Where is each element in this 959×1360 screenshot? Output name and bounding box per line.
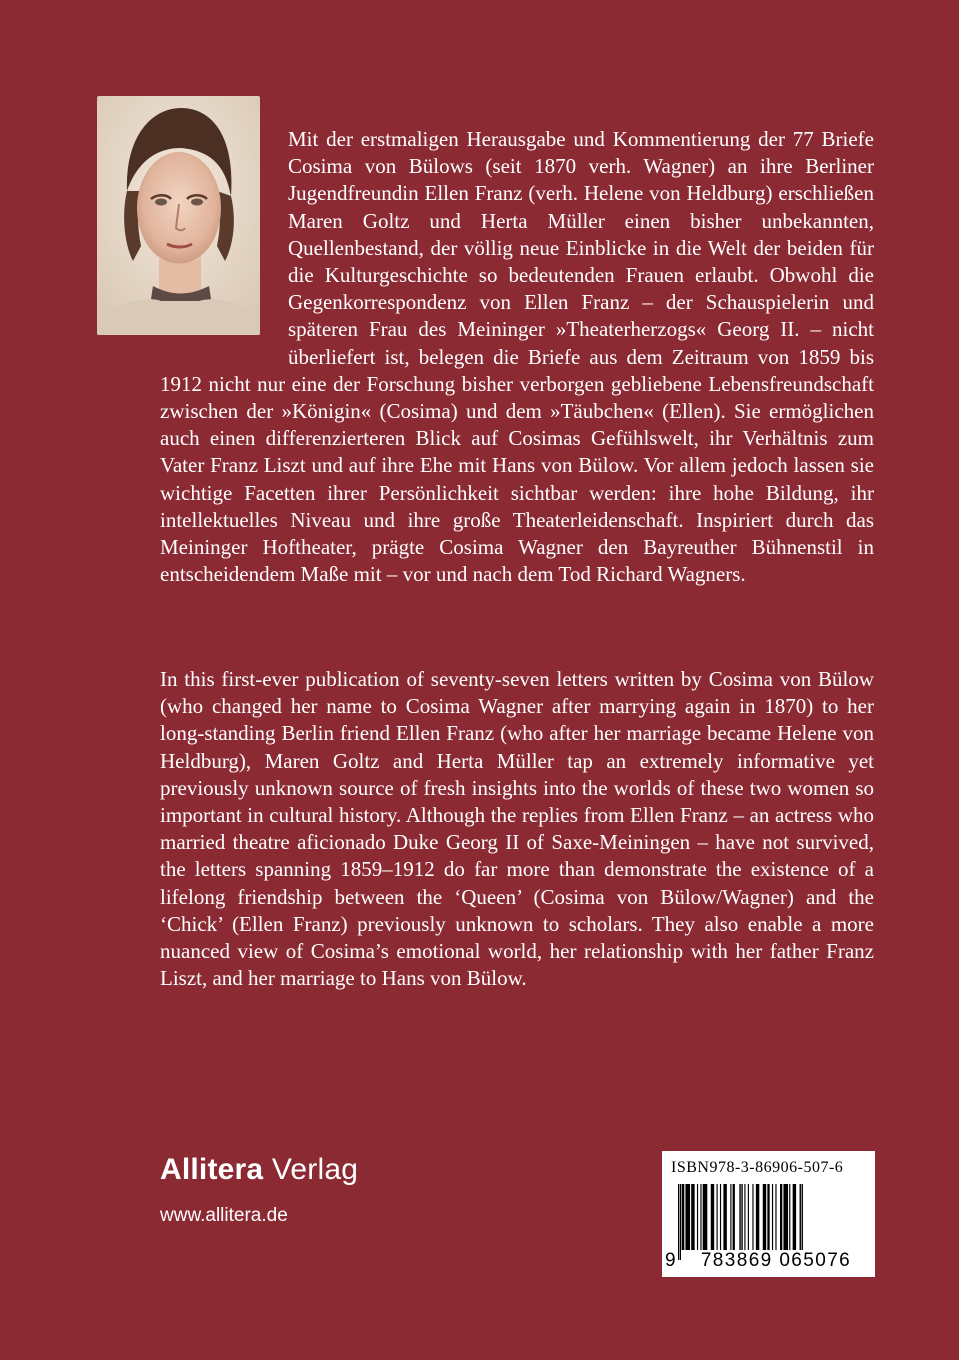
barcode-bar bbox=[789, 1184, 790, 1250]
barcode-bar bbox=[733, 1184, 735, 1250]
barcode-bar bbox=[730, 1184, 731, 1250]
publisher-name-rest: Verlag bbox=[263, 1153, 359, 1186]
barcode-bar bbox=[711, 1184, 714, 1250]
barcode-bar bbox=[772, 1184, 773, 1250]
barcode-guard-bar bbox=[680, 1184, 681, 1260]
barcode-bar bbox=[767, 1184, 769, 1250]
portrait-float-spacer bbox=[160, 126, 288, 344]
barcode-guard-bar bbox=[739, 1184, 740, 1260]
ean-digits: 783869 065076 bbox=[681, 1250, 871, 1272]
barcode-guard-bar bbox=[800, 1184, 801, 1260]
barcode-bar bbox=[717, 1184, 718, 1250]
barcode-bar bbox=[744, 1184, 745, 1250]
publisher-name-bold: Allitera bbox=[160, 1153, 264, 1186]
barcode-bar bbox=[775, 1184, 776, 1250]
barcode-bar bbox=[780, 1184, 782, 1250]
german-blurb bbox=[160, 126, 874, 588]
barcode-bar bbox=[691, 1184, 694, 1250]
barcode-bars bbox=[676, 1184, 866, 1260]
barcode-bar bbox=[723, 1184, 726, 1250]
publisher-website: www.allitera.de bbox=[160, 1205, 288, 1226]
barcode-bar bbox=[793, 1184, 796, 1250]
barcode-bar bbox=[703, 1184, 708, 1250]
barcode-bar bbox=[763, 1184, 766, 1250]
barcode-bar bbox=[700, 1184, 701, 1250]
english-blurb-text: In this first-ever publication of seventy-seven letters written by Cosima von Bülow (who changed her name to Cosima Wagner after marrying again in 1870) to her long-standing Berlin friend Ellen Franz (who after her marriage became Helene von Heldburg), Maren Goltz and Herta Müller tap an extremely informative yet previously unknown source of fresh insights into the worlds of these two women so important in cultural history. Although the replies from Ellen Franz – an actress who married theatre aficionado Duke Georg II of Saxe-Meiningen – have not survived, the letters spanning 1859–1912 do far more than demonstrate the existence of a lifelong friendship between the ‘Queen’ (Cosima von Bülow/Wagner) and the ‘Chick’ (Ellen Franz) previously unknown to scholars. They also enable a more nuanced view of Cosima’s emotional world, her relationship with her father Franz Liszt, and her marriage to Hans von Bülow. bbox=[160, 667, 874, 991]
barcode-guard-bar bbox=[802, 1184, 803, 1260]
barcode-guard-bar bbox=[678, 1184, 679, 1260]
barcode-bar bbox=[752, 1184, 753, 1250]
publisher-logo bbox=[160, 1153, 358, 1187]
barcode-bar bbox=[756, 1184, 759, 1250]
isbn-label: ISBN978-3-86906-507-6 bbox=[671, 1159, 844, 1176]
english-blurb bbox=[160, 666, 874, 992]
isbn-barcode bbox=[662, 1151, 875, 1277]
german-blurb-text: Mit der erstmaligen Herausgabe und Kommentierung der 77 Briefe Cosima von Bülows (seit 1870 verh. Wagner) an ihre Berliner Jugendfreundin Ellen Franz (verh. Helene von Heldburg) erschließen Maren Goltz und Herta Müller einen bisher unbekannten, Quellenbestand, der völlig neue Einblicke in die Welt der beiden für die Kulturgeschichte so bedeutenden Frauen erlaubt. Obwohl die Gegenkorrespondenz von Ellen Franz – der Schauspielerin und späteren Frau des Meininger »Theaterherzogs« Georg II. – nicht überliefert ist, belegen die Briefe aus dem Zeitraum von 1859 bis 1912 nicht nur eine der Forschung bisher verborgen gebliebene Lebensfreundschaft zwischen der »Königin« (Cosima) und dem »Täubchen« (Ellen). Sie ermöglichen auch einen differenzierteren Blick auf Cosimas Gefühlswelt, ihr Verhältnis zum Vater Franz Liszt und auf ihre Ehe mit Hans von Bülow. Vor allem jedoch lassen sie wichtige Facetten ihrer Persönlichkeit sichtbar werden: ihre hohe Bildung, ihr intellektuelles Niveau und ihre große Theaterleidenschaft. Inspiriert durch das Meininger Hoftheater, prägte Cosima Wagner den Bayreuther Bühnenstil in entscheidendem Maße mit – vor und nach dem Tod Richard Wagners. bbox=[160, 127, 874, 587]
barcode-guard-bar bbox=[741, 1184, 742, 1260]
barcode-bar bbox=[748, 1184, 749, 1250]
barcode-bar bbox=[685, 1184, 690, 1250]
ean-first-digit: 9 bbox=[665, 1250, 676, 1271]
barcode-bar bbox=[720, 1184, 721, 1250]
barcode-bar bbox=[783, 1184, 788, 1250]
barcode-bar bbox=[682, 1184, 684, 1250]
barcode-bar bbox=[697, 1184, 698, 1250]
